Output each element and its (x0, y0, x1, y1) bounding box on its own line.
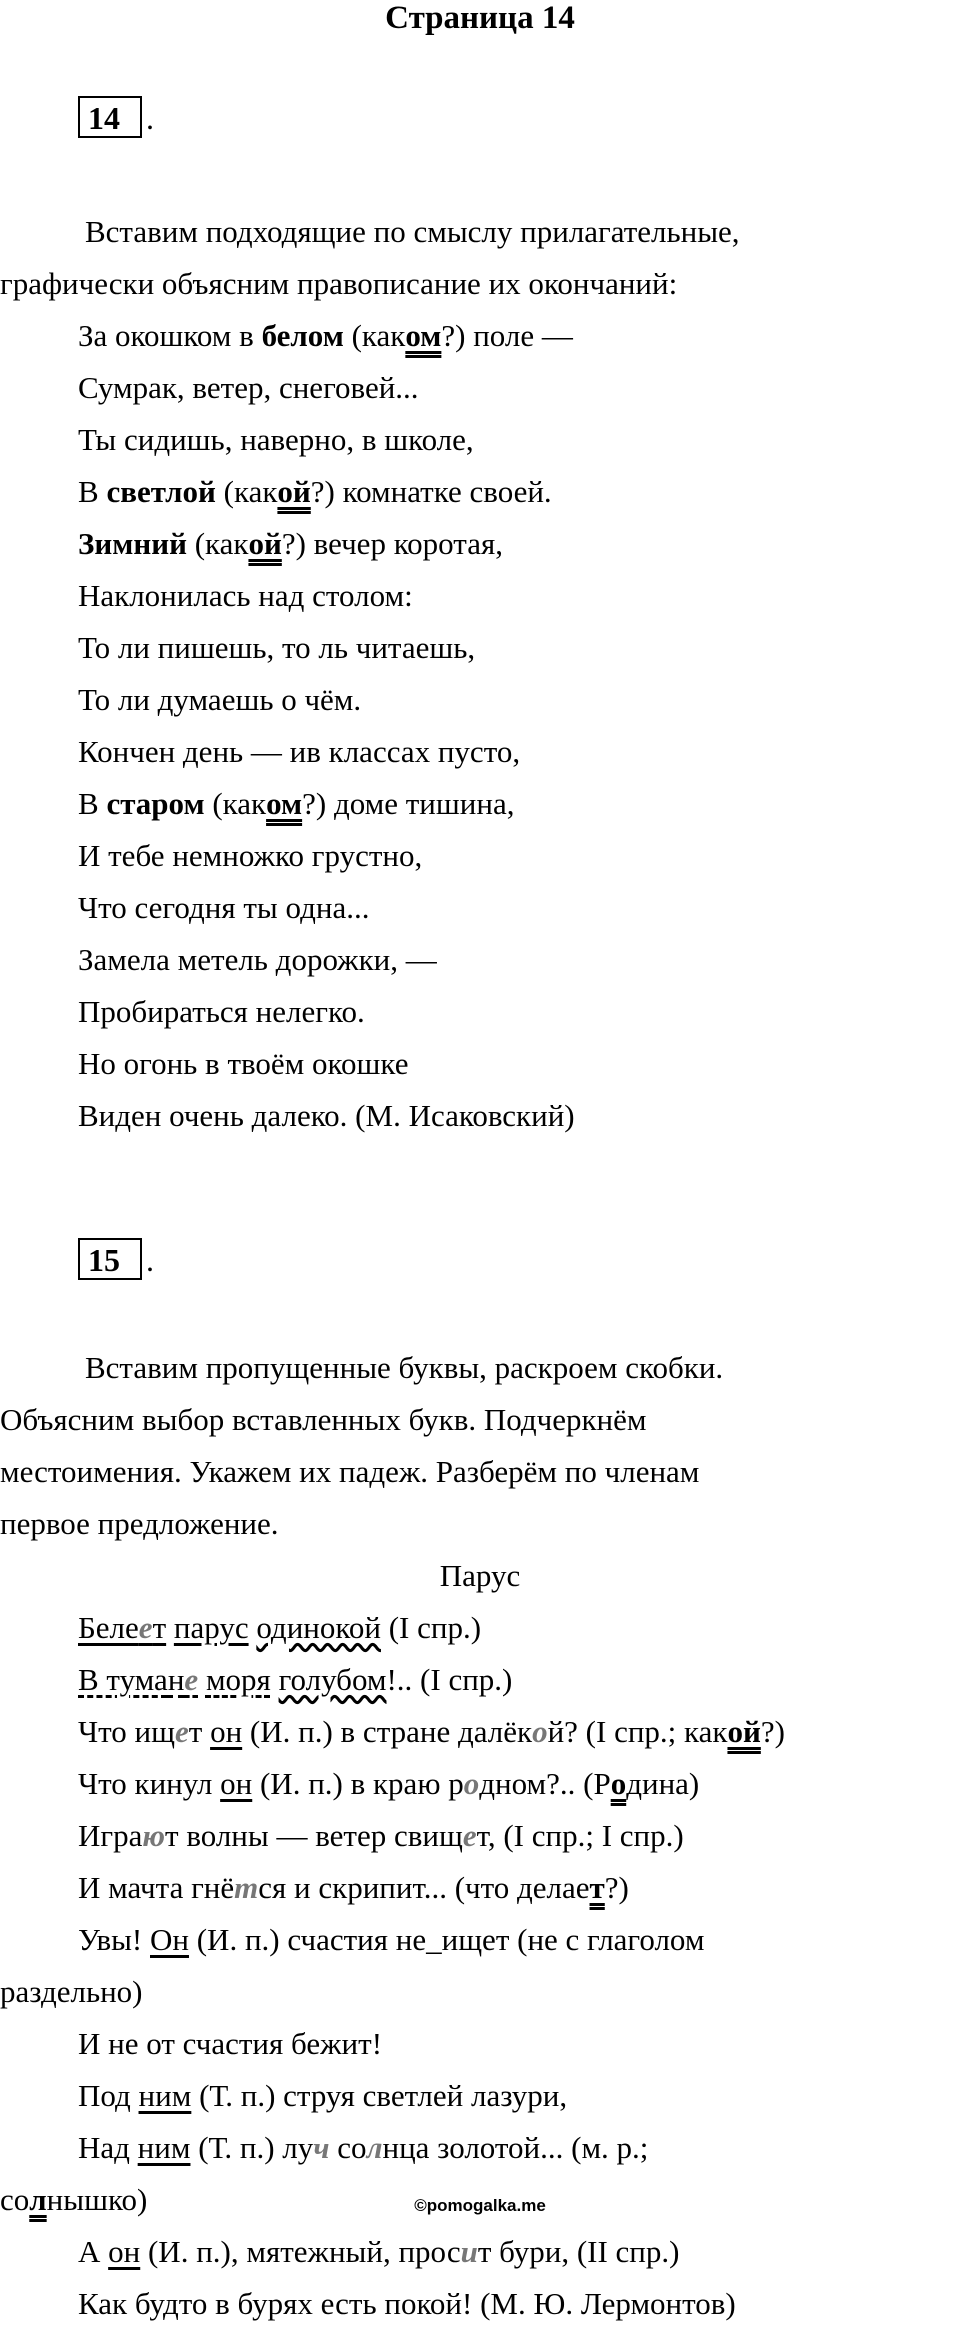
watermark: ©pomogalka.me (414, 2196, 546, 2215)
task-number-15: 15 . (78, 1238, 142, 1280)
poem-line: Но огонь в твоём окошке (78, 1046, 409, 1081)
task-number-14: 14 . (78, 96, 142, 138)
poem-line: А он (И. п.), мятежный, просит бури, (II спр.) (78, 2234, 680, 2269)
poem-line: Увы! Он (И. п.) счастия не_ищет (не с глаголом (78, 1922, 705, 1957)
poem-line: Виден очень далеко. (М. Исаковский) (78, 1098, 575, 1133)
poem-line: Ты сидишь, наверно, в школе, (78, 422, 474, 457)
poem-line: И не от счастия бежит! (78, 2026, 383, 2061)
intro-line: первое предложение. (0, 1506, 279, 1541)
poem-line: И тебе немножко грустно, (78, 838, 423, 873)
poem-line: Как будто в бурях есть покой! (М. Ю. Лермонтов) (78, 2286, 736, 2321)
poem-line: Зимний (какой?) вечер коротая, (78, 526, 503, 561)
poem-line: Что кинул он (И. п.) в краю родном?.. (Родина) (78, 1766, 700, 1801)
poem-line: Белеет парус одинокой (I спр.) (78, 1610, 482, 1645)
poem-line: То ли пишешь, то ль читаешь, (78, 630, 476, 665)
poem-line: За окошком в белом (каком?) поле — (78, 318, 573, 353)
poem-title: Парус (439, 1558, 521, 1593)
intro-line: Объясним выбор вставленных букв. Подчеркнём (0, 1402, 647, 1437)
intro-line: Вставим пропущенные буквы, раскроем скобки. (85, 1350, 724, 1385)
task-14-content (0, 206, 960, 1142)
poem-line: Что ищет он (И. п.) в стране далёкой? (I спр.; какой?) (78, 1714, 785, 1749)
poem-line: Наклонилась над столом: (78, 578, 413, 613)
page-title: Страница 14 (385, 0, 575, 36)
task-15-content (0, 1342, 960, 2330)
poem-line: Что сегодня ты одна... (78, 890, 370, 925)
poem-line: Пробираться нелегко. (78, 994, 365, 1029)
poem-line: В светлой (какой?) комнатке своей. (78, 474, 552, 509)
poem-line: В тумане моря голубом!.. (I спр.) (78, 1662, 513, 1697)
poem-line: раздельно) (0, 1974, 143, 2009)
poem-line: Играют волны — ветер свищет, (I спр.; I спр.) (78, 1818, 684, 1853)
intro-line: Вставим подходящие по смыслу прилагательные, (85, 214, 740, 249)
poem-line: Над ним (Т. п.) луч солнца золотой... (м. р.; (78, 2130, 649, 2165)
poem-line: И мачта гнётся и скрипит... (что делает?) (78, 1870, 629, 1905)
poem-line: Сумрак, ветер, снеговей... (78, 370, 419, 405)
poem-line: Замела метель дорожки, — (78, 942, 437, 977)
intro-line: графически объясним правописание их окончаний: (0, 266, 678, 301)
poem-line: Кончен день — ив классах пусто, (78, 734, 521, 769)
poem-line: То ли думаешь о чём. (78, 682, 362, 717)
poem-line: В старом (каком?) доме тишина, (78, 786, 515, 821)
intro-line: местоимения. Укажем их падеж. Разберём по членам (0, 1454, 700, 1489)
poem-line: Под ним (Т. п.) струя светлей лазури, (78, 2078, 568, 2113)
poem-line: солнышко) (0, 2182, 148, 2217)
